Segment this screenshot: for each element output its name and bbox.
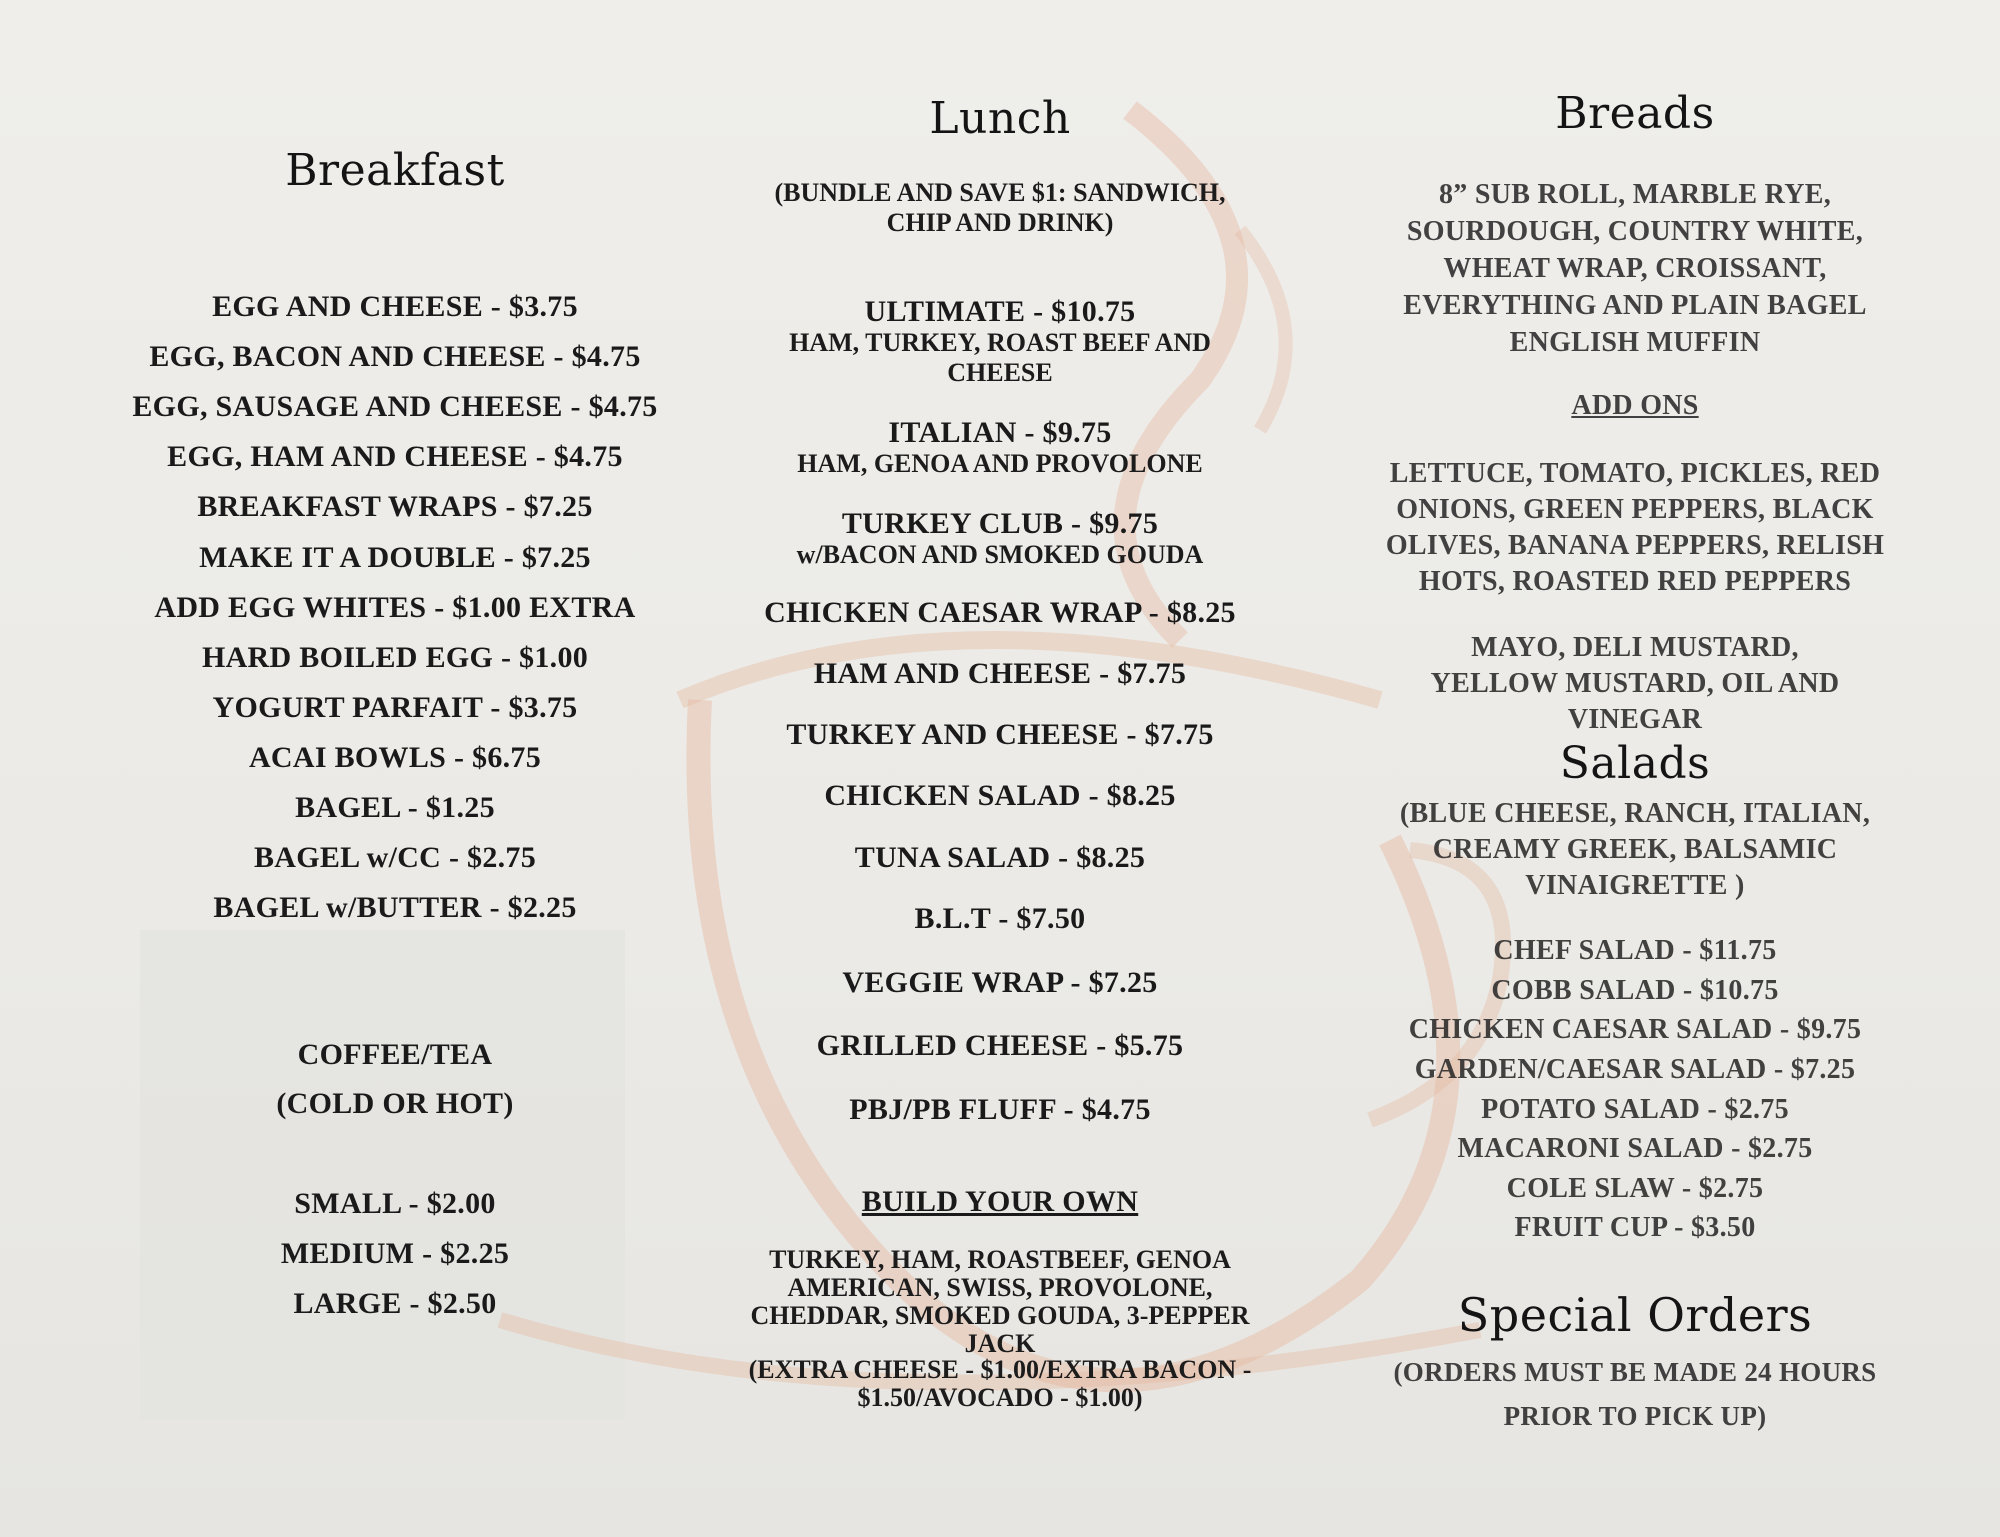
coffee-tea-subtitle: (COLD OR HOT) (276, 1087, 514, 1120)
featured-sandwich-desc: HAM, TURKEY, ROAST BEEF AND CHEESE (789, 328, 1211, 387)
lunch-item: B.L.T - $7.50 (914, 902, 1086, 935)
salads-title: Salads (1559, 738, 1711, 789)
salad-item: POTATO SALAD - $2.75 (1481, 1094, 1789, 1125)
add-ons-toppings: LETTUCE, TOMATO, PICKLES, RED ONIONS, GREEN PEPPERS, BLACK OLIVES, BANANA PEPPERS, RELISH HOTS, ROASTED RED PEPPERS (1385, 458, 1885, 597)
salad-item: COLE SLAW - $2.75 (1506, 1173, 1764, 1204)
featured-sandwich-desc: w/BACON AND SMOKED GOUDA (796, 540, 1204, 569)
lunch-item: PBJ/PB FLUFF - $4.75 (849, 1093, 1151, 1126)
lunch-item: CHICKEN SALAD - $8.25 (824, 779, 1176, 812)
breakfast-item: EGG, BACON AND CHEESE - $4.75 (149, 340, 641, 373)
breakfast-item: ADD EGG WHITES - $1.00 EXTRA (154, 591, 636, 624)
breads-title: Breads (1555, 88, 1715, 139)
lunch-item: HAM AND CHEESE - $7.75 (813, 657, 1187, 690)
salad-item: MACARONI SALAD - $2.75 (1457, 1133, 1813, 1164)
salad-item: GARDEN/CAESAR SALAD - $7.25 (1414, 1054, 1856, 1085)
featured-sandwich-name: TURKEY CLUB - $9.75 (841, 507, 1159, 540)
lunch-item: CHICKEN CAESAR WRAP - $8.25 (764, 596, 1236, 629)
lunch-title: Lunch (929, 93, 1071, 144)
add-ons-condiments: MAYO, DELI MUSTARD, YELLOW MUSTARD, OIL AND VINEGAR (1430, 632, 1840, 735)
salad-item: CHICKEN CAESAR SALAD - $9.75 (1408, 1014, 1862, 1045)
build-your-own-title: BUILD YOUR OWN (861, 1185, 1139, 1218)
breakfast-item: YOGURT PARFAIT - $3.75 (212, 691, 578, 724)
coffee-size: SMALL - $2.00 (294, 1187, 496, 1220)
lunch-item: TUNA SALAD - $8.25 (854, 841, 1146, 874)
special-orders-note: PRIOR TO PICK UP) (1503, 1401, 1767, 1431)
breakfast-item: EGG, HAM AND CHEESE - $4.75 (167, 440, 623, 473)
breakfast-item: EGG, SAUSAGE AND CHEESE - $4.75 (132, 390, 658, 423)
breakfast-item: ACAI BOWLS - $6.75 (248, 741, 542, 774)
breakfast-item: BREAKFAST WRAPS - $7.25 (197, 490, 593, 523)
coffee-size: MEDIUM - $2.25 (280, 1237, 510, 1270)
bundle-note: (BUNDLE AND SAVE $1: SANDWICH, CHIP AND DRINK) (774, 178, 1226, 237)
special-orders-note: (ORDERS MUST BE MADE 24 HOURS (1393, 1357, 1877, 1387)
breakfast-item: BAGEL - $1.25 (295, 791, 495, 824)
breakfast-item: BAGEL w/BUTTER - $2.25 (213, 891, 577, 924)
featured-sandwich-name: ULTIMATE - $10.75 (864, 295, 1136, 328)
featured-sandwich-desc: HAM, GENOA AND PROVOLONE (797, 449, 1203, 478)
breakfast-item: BAGEL w/CC - $2.75 (253, 841, 537, 874)
build-your-own-extras: (EXTRA CHEESE - $1.00/EXTRA BACON - $1.50/AVOCADO - $1.00) (748, 1355, 1252, 1412)
coffee-size: LARGE - $2.50 (293, 1287, 497, 1320)
lunch-item: TURKEY AND CHEESE - $7.75 (786, 718, 1214, 751)
build-your-own-options: TURKEY, HAM, ROASTBEEF, GENOA AMERICAN, SWISS, PROVOLONE, CHEDDAR, SMOKED GOUDA, 3-PEPPER JACK (750, 1245, 1250, 1358)
lunch-item: GRILLED CHEESE - $5.75 (816, 1029, 1184, 1062)
salad-item: CHEF SALAD - $11.75 (1493, 935, 1777, 966)
breakfast-title: Breakfast (285, 145, 505, 196)
breakfast-item: EGG AND CHEESE - $3.75 (212, 290, 578, 323)
salad-dressings: (BLUE CHEESE, RANCH, ITALIAN, CREAMY GREEK, BALSAMIC VINAIGRETTE ) (1399, 798, 1871, 901)
salad-item: COBB SALAD - $10.75 (1491, 975, 1779, 1006)
breakfast-item: MAKE IT A DOUBLE - $7.25 (199, 541, 591, 574)
coffee-tea-title: COFFEE/TEA (297, 1038, 493, 1071)
featured-sandwich-name: ITALIAN - $9.75 (888, 416, 1112, 449)
salad-item: FRUIT CUP - $3.50 (1514, 1212, 1756, 1243)
lunch-item: VEGGIE WRAP - $7.25 (842, 966, 1158, 999)
bread-options: 8” SUB ROLL, MARBLE RYE, SOURDOUGH, COUNTRY WHITE, WHEAT WRAP, CROISSANT, EVERYTHING AND PLAIN BAGEL ENGLISH MUFFIN (1403, 179, 1867, 358)
breakfast-item: HARD BOILED EGG - $1.00 (201, 641, 589, 674)
add-ons-title: ADD ONS (1571, 390, 1699, 421)
special-orders-title: Special Orders (1457, 1288, 1813, 1342)
